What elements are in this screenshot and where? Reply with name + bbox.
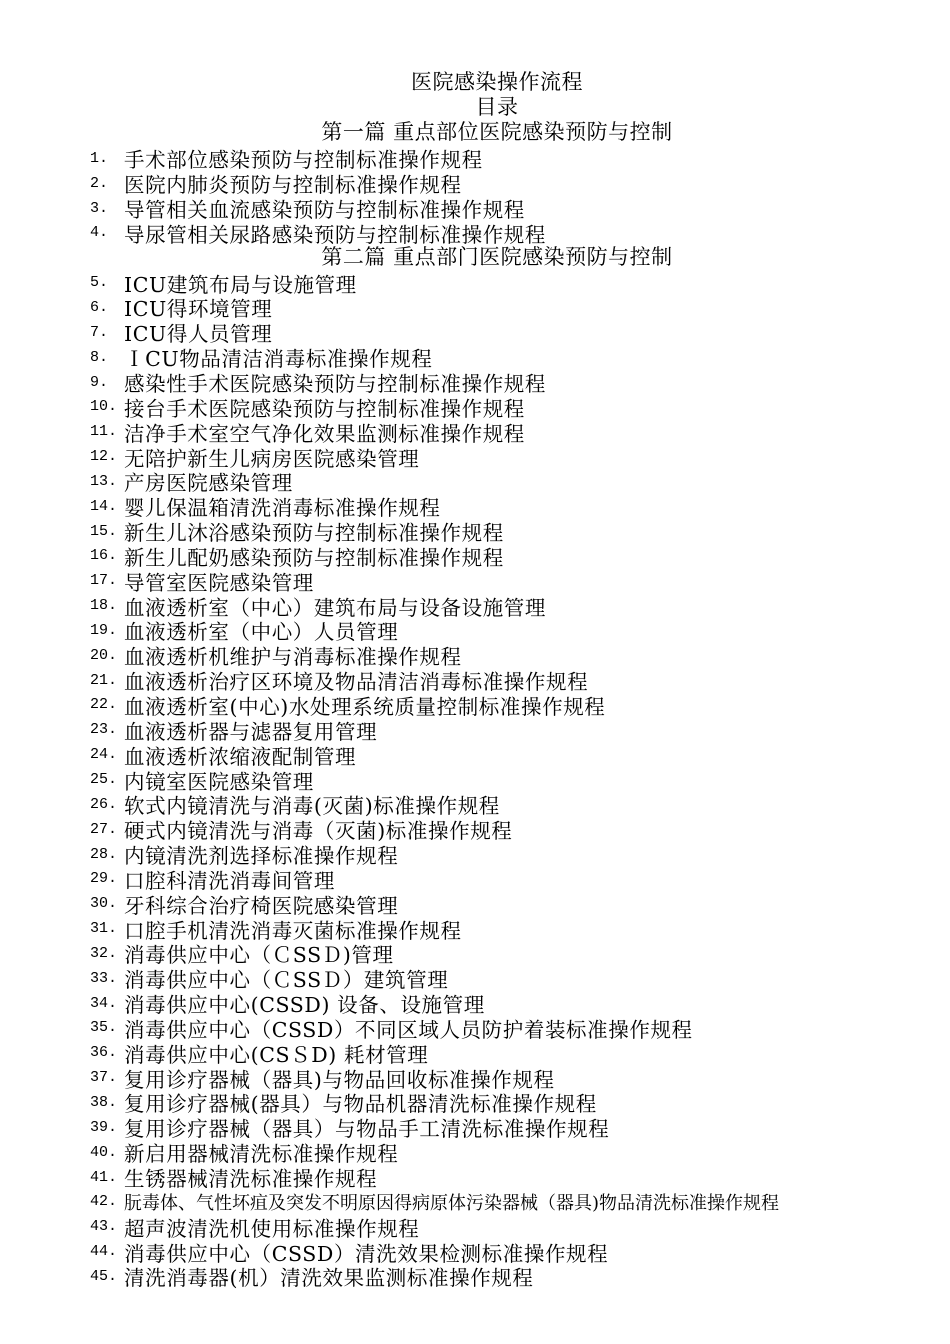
toc-item-number: 7.: [90, 323, 109, 341]
toc-item: [90, 544, 930, 569]
toc-item: [90, 519, 930, 544]
toc-item-number: 25.: [90, 771, 118, 789]
toc-item-title: 导管室医院感染管理: [124, 570, 314, 595]
toc-item-number: 15.: [90, 522, 118, 540]
toc-item-number: 32.: [90, 944, 118, 962]
toc-item: [90, 618, 930, 643]
toc-item-number: 21.: [90, 671, 118, 689]
part1-heading: 第一篇 重点部位医院感染预防与控制: [321, 120, 673, 144]
toc-item: [90, 1239, 930, 1264]
toc-item-number: 24.: [90, 746, 118, 764]
toc-item-number: 16.: [90, 547, 118, 565]
part2-heading-spacer: [90, 245, 930, 270]
toc-item-number: 45.: [90, 1267, 118, 1285]
toc-item-number: 33.: [90, 969, 118, 987]
toc-item-title: 血液透析治疗区环境及物品清洁消毒标准操作规程: [124, 670, 589, 695]
toc-item-number: 27.: [90, 820, 118, 838]
toc-item: [90, 1115, 930, 1140]
toc-item-number: 40.: [90, 1143, 118, 1161]
toc-item-number: 11.: [90, 423, 118, 441]
toc-item-title: 消毒供应中心（ＣSSＤ）建筑管理: [124, 968, 449, 993]
toc-item-number: 30.: [90, 895, 118, 913]
toc-item-title: 接台手术医院感染预防与控制标准操作规程: [124, 396, 525, 421]
toc-item-number: 38.: [90, 1093, 118, 1111]
toc-item-number: 26.: [90, 795, 118, 813]
toc-item: [90, 1189, 930, 1214]
toc-item-title: ICU得环境管理: [124, 297, 273, 322]
toc-item: [90, 370, 930, 395]
toc-item: [90, 1090, 930, 1115]
toc-item-number: 9.: [90, 373, 109, 391]
toc-item: [90, 444, 930, 469]
toc-item-number: 43.: [90, 1218, 118, 1236]
toc-item-title: 新生儿配奶感染预防与控制标准操作规程: [124, 545, 504, 570]
toc-item: [90, 941, 930, 966]
toc-item-number: 2.: [90, 174, 109, 192]
toc-item: [90, 916, 930, 941]
toc-item-title: 硬式内镜清洗与消毒（灭菌)标准操作规程: [124, 819, 513, 844]
toc-item-number: 36.: [90, 1044, 118, 1062]
toc-item: [90, 270, 930, 295]
toc-item-title: 医院内肺炎预防与控制标准操作规程: [124, 173, 462, 198]
toc-item: [90, 866, 930, 891]
toc-item-title: 血液透析器与滤器复用管理: [124, 719, 378, 744]
toc-item-number: 6.: [90, 298, 109, 316]
toc-item: [90, 1140, 930, 1165]
toc-item: [90, 593, 930, 618]
toc-item-title: 婴儿保温箱清洗消毒标准操作规程: [124, 496, 441, 521]
toc-item-number: 18.: [90, 597, 118, 615]
toc-item-title: 口腔科清洗消毒间管理: [124, 868, 335, 893]
toc-item: [90, 817, 930, 842]
toc-item-number: 20.: [90, 646, 118, 664]
toc-item-number: 34.: [90, 994, 118, 1012]
toc-item-title: 手术部位感染预防与控制标准操作规程: [124, 148, 483, 173]
toc-item-title: 血液透析机维护与消毒标准操作规程: [124, 645, 462, 670]
toc-item-title: 血液透析室（中心）人员管理: [124, 620, 399, 645]
toc-item-title: 消毒供应中心(CSSD) 设备、设施管理: [124, 993, 485, 1018]
toc-item-number: 42.: [90, 1193, 118, 1211]
toc-item-title: 复用诊疗器械（器具)与物品回收标准操作规程: [124, 1067, 555, 1092]
toc-item-title: 消毒供应中心(CSＳD) 耗材管理: [124, 1042, 429, 1067]
toc-item-title: 新生儿沐浴感染预防与控制标准操作规程: [124, 521, 504, 546]
toc-item: [90, 1214, 930, 1239]
toc-item: [90, 842, 930, 867]
toc-item-title: 生锈器械清洗标准操作规程: [124, 1167, 378, 1192]
toc-item-title: 超声波清洗机使用标准操作规程: [124, 1216, 420, 1241]
toc-item-title: 牙科综合治疗椅医院感染管理: [124, 893, 399, 918]
toc-item-number: 35.: [90, 1019, 118, 1037]
toc-item-number: 29.: [90, 870, 118, 888]
toc-item-number: 23.: [90, 721, 118, 739]
toc-item: [90, 171, 930, 196]
toc-item-title: ICU建筑布局与设施管理: [124, 272, 357, 297]
toc-item: [90, 991, 930, 1016]
toc-item-title: 新启用器械清洗标准操作规程: [124, 1142, 399, 1167]
toc-item-title: 消毒供应中心（CSSD）清洗效果检测标准操作规程: [124, 1241, 609, 1266]
toc-item-title: ＩCU物品清洁消毒标准操作规程: [124, 347, 433, 372]
toc-heading: 目录: [475, 95, 519, 119]
toc-item: [90, 196, 930, 221]
toc-item: [90, 394, 930, 419]
toc-item-number: 3.: [90, 199, 109, 217]
toc-item-title: 朊毒体、气性坏疽及突发不明原因得病原体污染器械（器具)物品清洗标准操作规程: [124, 1192, 780, 1214]
toc-item: [90, 1165, 930, 1190]
toc-item-title: 软式内镜清洗与消毒(灭菌)标准操作规程: [124, 794, 500, 819]
toc-item-title: 复用诊疗器械（器具）与物品手工清洗标准操作规程: [124, 1117, 610, 1142]
toc-item-title: 复用诊疗器械(器具）与物品机器清洗标准操作规程: [124, 1092, 597, 1117]
toc-item: [90, 1264, 930, 1289]
toc-item: [90, 146, 930, 171]
toc-item-title: 消毒供应中心（CSSD）不同区域人员防护着装标准操作规程: [124, 1017, 693, 1042]
toc-item: [90, 643, 930, 668]
table-of-contents: [90, 146, 930, 1289]
toc-item-number: 37.: [90, 1069, 118, 1087]
toc-item-title: 感染性手术医院感染预防与控制标准操作规程: [124, 372, 546, 397]
toc-item: [90, 568, 930, 593]
toc-item-title: 口腔手机清洗消毒灭菌标准操作规程: [124, 918, 462, 943]
toc-item-title: 内镜室医院感染管理: [124, 769, 314, 794]
toc-item-title: 导尿管相关尿路感染预防与控制标准操作规程: [124, 222, 546, 247]
toc-item-number: 31.: [90, 920, 118, 938]
toc-item: [90, 419, 930, 444]
toc-item-number: 1.: [90, 149, 109, 167]
toc-item-title: 血液透析室（中心）建筑布局与设备设施管理: [124, 595, 546, 620]
toc-item-title: 洁净手术室空气净化效果监测标准操作规程: [124, 421, 525, 446]
toc-item-number: 22.: [90, 696, 118, 714]
toc-item: [90, 742, 930, 767]
toc-item: [90, 221, 930, 246]
toc-item-title: 无陪护新生儿病房医院感染管理: [124, 446, 420, 471]
toc-item-number: 13.: [90, 472, 118, 490]
toc-item-number: 8.: [90, 348, 109, 366]
toc-item: [90, 320, 930, 345]
toc-item: [90, 295, 930, 320]
toc-item: [90, 494, 930, 519]
toc-item-title: 导管相关血流感染预防与控制标准操作规程: [124, 198, 525, 223]
toc-item: [90, 1016, 930, 1041]
toc-item-title: 消毒供应中心（ＣSSＤ)管理: [124, 943, 394, 968]
toc-item: [90, 966, 930, 991]
toc-item-title: 血液透析浓缩液配制管理: [124, 744, 357, 769]
toc-item: [90, 345, 930, 370]
toc-item-number: 5.: [90, 274, 109, 292]
toc-item: [90, 891, 930, 916]
toc-item: [90, 717, 930, 742]
toc-item-number: 39.: [90, 1118, 118, 1136]
toc-item-number: 28.: [90, 845, 118, 863]
part2-heading: 第二篇 重点部门医院感染预防与控制: [321, 245, 673, 269]
toc-item-number: 17.: [90, 572, 118, 590]
toc-item-number: 41.: [90, 1168, 118, 1186]
document-title: 医院感染操作流程: [411, 70, 583, 94]
toc-item-number: 10.: [90, 398, 118, 416]
toc-item: [90, 469, 930, 494]
toc-item: [90, 668, 930, 693]
toc-item-title: 产房医院感染管理: [124, 471, 293, 496]
toc-item: [90, 1040, 930, 1065]
toc-item-number: 19.: [90, 621, 118, 639]
toc-item-title: 血液透析室(中心)水处理系统质量控制标准操作规程: [124, 694, 606, 719]
toc-item-number: 12.: [90, 448, 118, 466]
toc-item-number: 4.: [90, 224, 109, 242]
toc-item: [90, 693, 930, 718]
toc-item-title: 清洗消毒器(机）清洗效果监测标准操作规程: [124, 1266, 534, 1291]
toc-item-title: 内镜清洗剂选择标准操作规程: [124, 844, 399, 869]
toc-item: [90, 767, 930, 792]
toc-item-title: ICU得人员管理: [124, 322, 273, 347]
toc-item: [90, 792, 930, 817]
toc-item: [90, 1065, 930, 1090]
toc-item-number: 44.: [90, 1243, 118, 1261]
toc-item-number: 14.: [90, 497, 118, 515]
